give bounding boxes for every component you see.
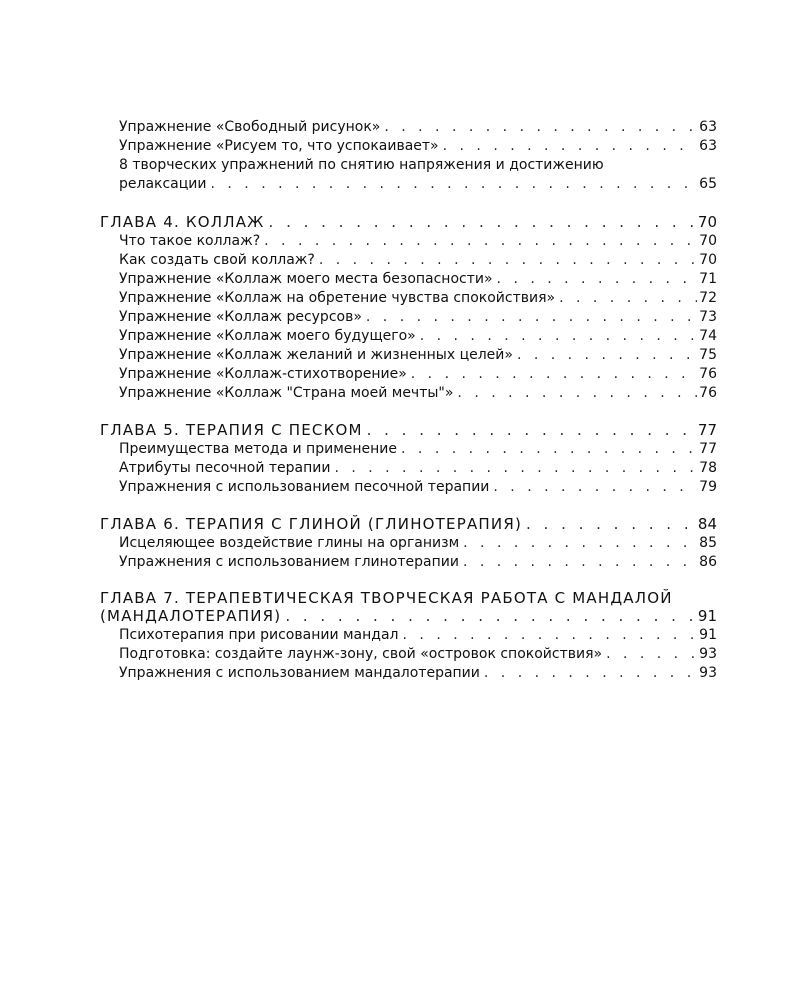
toc-entry-row[interactable]	[119, 553, 717, 572]
page-number: 74	[699, 328, 717, 344]
toc-entry-row[interactable]	[119, 289, 717, 308]
page-number: 63	[699, 119, 717, 135]
dot-leader	[285, 607, 696, 626]
toc-entry-row[interactable]	[119, 137, 717, 156]
page-number: 79	[699, 479, 717, 495]
toc-chapter-row[interactable]	[100, 515, 717, 534]
page-number: 73	[699, 309, 717, 325]
entry-title: Упражнение «Коллаж "Страна моей мечты"»	[119, 385, 454, 401]
dot-leader	[559, 289, 697, 308]
page-number: 84	[697, 515, 717, 533]
toc-entry-row[interactable]	[119, 232, 717, 251]
entry-title: Упражнения с использованием песочной терапии	[119, 479, 490, 495]
page-number: 76	[699, 366, 717, 382]
page-number: 71	[699, 271, 717, 287]
entry-title: Упражнения с использованием глинотерапии	[119, 554, 459, 570]
page-number: 75	[699, 347, 717, 363]
toc-entry-row[interactable]	[119, 270, 717, 289]
dot-leader	[403, 626, 698, 645]
dot-leader	[493, 478, 697, 497]
dot-leader	[463, 553, 697, 572]
chapter-title: ГЛАВА 6. ТЕРАПИЯ С ГЛИНОЙ (ГЛИНОТЕРАПИЯ)	[100, 515, 522, 533]
toc-entry-row[interactable]	[119, 645, 717, 664]
entry-title: Упражнение «Коллаж моего будущего»	[119, 328, 416, 344]
toc-entry-row[interactable]	[119, 384, 717, 403]
dot-leader	[497, 270, 698, 289]
toc-chapter-row[interactable]	[100, 421, 717, 440]
entry-title: Упражнение «Свободный рисунок»	[119, 119, 381, 135]
entry-title: Атрибуты песочной терапии	[119, 460, 331, 476]
entry-title: Подготовка: создайте лаунж-зону, свой «островок спокойствия»	[119, 646, 603, 662]
dot-leader	[463, 534, 697, 553]
entry-title: Что такое коллаж?	[119, 233, 261, 249]
dot-leader	[484, 664, 697, 683]
dot-leader	[211, 175, 698, 194]
entry-title: Упражнение «Коллаж моего места безопасности»	[119, 271, 493, 287]
dot-leader	[606, 645, 697, 664]
page-number: 91	[697, 607, 717, 625]
page-number: 77	[697, 421, 717, 439]
toc-chapter-row[interactable]	[100, 607, 717, 626]
page-number: 70	[699, 252, 717, 268]
entry-title: Психотерапия при рисовании мандал	[119, 627, 399, 643]
page-number: 70	[699, 233, 717, 249]
toc-entry-row[interactable]	[119, 308, 717, 327]
toc-chapter-row[interactable]	[100, 213, 717, 232]
entry-title: Упражнение «Рисуем то, что успокаивает»	[119, 138, 439, 154]
toc-entry-row[interactable]	[119, 251, 717, 270]
toc-entry-line1: ГЛАВА 7. ТЕРАПЕВТИЧЕСКАЯ ТВОРЧЕСКАЯ РАБОТА С МАНДАЛОЙ	[100, 589, 673, 607]
entry-title: Упражнение «Коллаж ресурсов»	[119, 309, 362, 325]
entry-title: Как создать свой коллаж?	[119, 252, 315, 268]
entry-title: Упражнения с использованием мандалотерапии	[119, 665, 480, 681]
toc-entry-row[interactable]	[119, 664, 717, 683]
dot-leader	[334, 459, 697, 478]
dot-leader	[401, 440, 697, 459]
page-number: 77	[699, 441, 717, 457]
page-number: 78	[699, 460, 717, 476]
page-number: 85	[699, 535, 717, 551]
entry-title: Преимущества метода и применение	[119, 441, 398, 457]
dot-leader	[366, 308, 697, 327]
toc-entry-row[interactable]	[119, 534, 717, 553]
toc-entry-row[interactable]	[119, 346, 717, 365]
page-number: 70	[697, 213, 717, 231]
toc-entry-row[interactable]	[119, 459, 717, 478]
page-number: 63	[699, 138, 717, 154]
page-number: 72	[699, 290, 717, 306]
toc-entry-row[interactable]	[119, 175, 717, 194]
chapter-title: ГЛАВА 4. КОЛЛАЖ	[100, 213, 265, 231]
toc-entry-row[interactable]	[119, 440, 717, 459]
toc-entry-row[interactable]	[119, 478, 717, 497]
toc-entry-row[interactable]	[119, 626, 717, 645]
dot-leader	[269, 213, 696, 232]
entry-title: Упражнение «Коллаж на обретение чувства спокойствия»	[119, 290, 556, 306]
page-number: 93	[699, 646, 717, 662]
chapter-title: (МАНДАЛОТЕРАПИЯ)	[100, 607, 282, 625]
entry-title: Упражнение «Коллаж-стихотворение»	[119, 366, 407, 382]
page-number: 76	[699, 385, 717, 401]
page-number: 86	[699, 554, 717, 570]
page-number: 93	[699, 665, 717, 681]
entry-title: Упражнение «Коллаж желаний и жизненных целей»	[119, 347, 513, 363]
entry-title: релаксации	[119, 176, 207, 192]
toc-entry-row[interactable]	[119, 327, 717, 346]
dot-leader	[526, 515, 696, 534]
dot-leader	[411, 365, 697, 384]
chapter-title: ГЛАВА 5. ТЕРАПИЯ С ПЕСКОМ	[100, 421, 363, 439]
dot-leader	[264, 232, 697, 251]
dot-leader	[420, 327, 697, 346]
dot-leader	[443, 137, 698, 156]
toc-entry-line1: 8 творческих упражнений по снятию напряжения и достижению	[119, 157, 604, 173]
dot-leader	[457, 384, 697, 403]
dot-leader	[319, 251, 697, 270]
page-number: 91	[699, 627, 717, 643]
dot-leader	[517, 346, 697, 365]
dot-leader	[384, 118, 697, 137]
entry-title: Исцеляющее воздействие глины на организм	[119, 535, 460, 551]
toc-entry-row[interactable]	[119, 118, 717, 137]
toc-entry-row[interactable]	[119, 365, 717, 384]
page-number: 65	[699, 176, 717, 192]
dot-leader	[367, 421, 696, 440]
